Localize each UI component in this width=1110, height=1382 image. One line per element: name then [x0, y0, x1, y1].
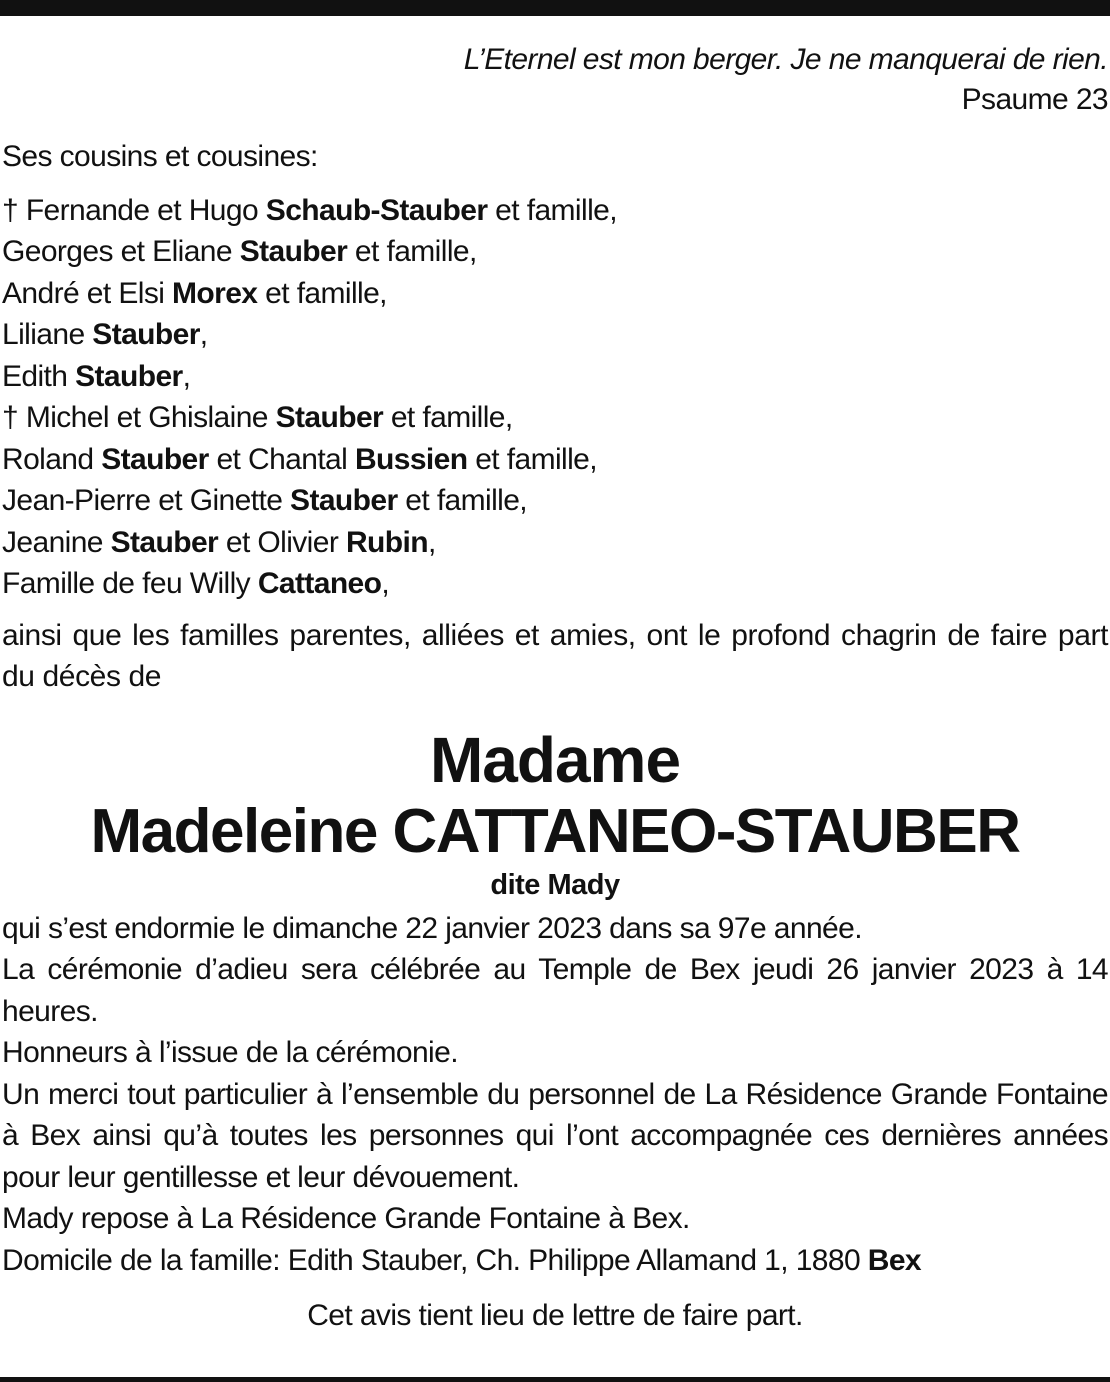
relative-text: et Chantal — [208, 442, 355, 476]
domicile-address: Domicile de la famille: Edith Stauber, Ch. Philippe Allamand 1, 1880 — [2, 1243, 868, 1277]
relative-text: Liliane — [2, 318, 93, 351]
obituary-notice — [2, 40, 1108, 1337]
relative-line — [2, 190, 1108, 232]
rests-statement: Mady repose à La Résidence Grande Fontaine à Bex. — [2, 1202, 690, 1235]
relative-surname: Stauber — [290, 484, 398, 517]
relative-text: et famille, — [397, 484, 528, 517]
top-border-rule — [0, 0, 1110, 16]
relative-text: et famille, — [467, 442, 597, 476]
scripture-quote — [2, 40, 1108, 120]
relative-text: Roland — [2, 442, 102, 476]
deceased-nickname: dite Mady — [490, 868, 620, 901]
relative-text: † Michel et Ghislaine — [2, 401, 276, 434]
funeral-details — [2, 908, 1108, 1282]
relative-line — [2, 480, 1108, 522]
relative-surname: Schaub-Stauber — [265, 193, 488, 227]
relative-surname: Stauber — [101, 442, 209, 476]
relative-text: , — [381, 567, 390, 600]
relative-text: , — [427, 525, 436, 559]
relative-text: , — [182, 359, 191, 393]
bottom-border-rule — [0, 1377, 1110, 1382]
relative-text: Jean-Pierre et Ginette — [2, 484, 291, 517]
relative-text: et famille, — [383, 401, 513, 434]
relative-text: André et Elsi — [2, 276, 173, 310]
relative-text: Jeanine — [2, 525, 111, 559]
relative-line — [2, 397, 1108, 439]
relative-text: et famille, — [347, 235, 477, 268]
relative-line — [2, 231, 1108, 273]
relative-surname: Stauber — [239, 235, 348, 268]
closing-note: Cet avis tient lieu de lettre de faire part. — [307, 1299, 803, 1332]
relative-line — [2, 522, 1108, 564]
relative-text: et Olivier — [218, 525, 346, 559]
relative-surname: Stauber — [75, 359, 183, 393]
relative-surname: Stauber — [275, 401, 384, 434]
quote-verse: L’Eternel est mon berger. Je ne manquerai de rien. — [463, 43, 1108, 76]
honours-statement: Honneurs à l’issue de la cérémonie. — [2, 1036, 458, 1069]
relative-surname: Bussien — [354, 442, 468, 476]
deceased-title: Madame — [429, 723, 681, 796]
domicile-town: Bex — [867, 1243, 922, 1277]
relative-line — [2, 563, 1108, 605]
quote-reference: Psaume 23 — [961, 83, 1108, 116]
relatives-list — [2, 190, 1108, 605]
relative-text: Famille de feu Willy — [2, 567, 258, 600]
relatives-intro: Ses cousins et cousines: — [2, 140, 318, 173]
relative-text: Georges et Eliane — [2, 235, 240, 268]
deceased-name: Madeleine CATTANEO-STAUBER — [90, 796, 1020, 866]
relative-surname: Cattaneo — [257, 567, 382, 600]
announcement-text: ainsi que les familles parentes, alliées et amies, ont le profond chagrin de faire part du décès de — [2, 618, 1108, 693]
relative-text: et famille, — [257, 276, 387, 310]
relative-surname: Rubin — [345, 525, 428, 559]
relative-surname: Stauber — [110, 525, 219, 559]
relative-surname: Morex — [172, 276, 258, 310]
relative-text: Edith — [2, 359, 76, 393]
domicile-statement — [2, 1240, 1108, 1282]
relative-line — [2, 314, 1108, 356]
relative-line — [2, 273, 1108, 315]
relative-line — [2, 356, 1108, 398]
relative-text: † Fernande et Hugo — [2, 193, 266, 227]
relative-surname: Stauber — [92, 318, 200, 351]
relative-text: , — [199, 318, 208, 351]
relative-line — [2, 439, 1108, 481]
thanks-statement: Un merci tout particulier à l’ensemble du personnel de La Résidence Grande Fontaine à Bex ainsi qu’à toutes les personnes qui l’ont accompagnée ces dernières années pour leur gentillesse et leur dévouement. — [2, 1077, 1108, 1194]
deceased-heading — [2, 722, 1108, 904]
death-statement: qui s’est endormie le dimanche 22 janvier 2023 dans sa 97e année. — [2, 911, 862, 945]
ceremony-statement: La cérémonie d’adieu sera célébrée au Temple de Bex jeudi 26 janvier 2023 à 14 heures. — [2, 953, 1108, 1028]
relative-text: et famille, — [487, 193, 617, 227]
